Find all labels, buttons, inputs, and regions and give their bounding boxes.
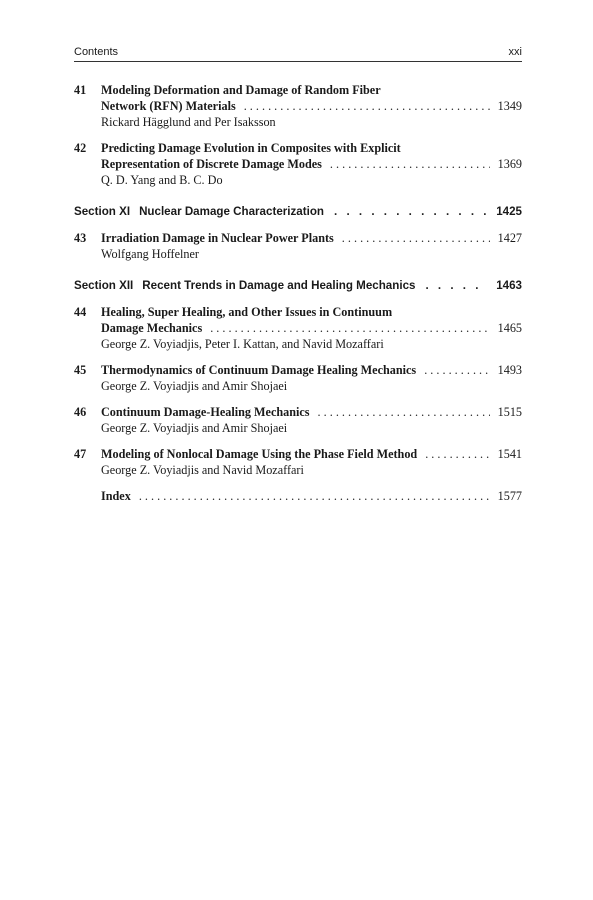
page-number: xxi [508, 46, 522, 58]
running-head-title: Contents [74, 46, 119, 58]
chapter-authors: Wolfgang Hoffelner [101, 247, 199, 261]
chapter-title: Modeling of Nonlocal Damage Using the Phase Field Method [101, 447, 418, 461]
section-label: Section XI [74, 205, 131, 218]
section-page: 1463 [496, 279, 522, 292]
toc-entry-46[interactable] [74, 404, 522, 436]
chapter-page: 1427 [497, 231, 522, 245]
index-title: Index [101, 489, 131, 503]
chapter-title-line-2: Representation of Discrete Damage Modes [101, 157, 322, 171]
running-head [74, 44, 522, 60]
toc-entry-44[interactable] [74, 304, 522, 352]
chapter-title-line-1: Predicting Damage Evolution in Composites with Explicit [101, 141, 401, 155]
toc-entry-42[interactable] [74, 140, 522, 188]
toc-entry-43[interactable] [74, 230, 522, 262]
chapter-number: 47 [74, 447, 87, 461]
chapter-authors: George Z. Voyiadjis and Navid Mozaffari [101, 463, 304, 477]
section-label: Section XII [74, 279, 134, 292]
toc-entry-index[interactable] [74, 488, 522, 504]
section-title: Recent Trends in Damage and Healing Mechanics [142, 279, 416, 292]
chapter-page: 1515 [497, 405, 522, 419]
dot-leader [310, 404, 490, 420]
dot-leader [202, 320, 489, 336]
chapter-number: 43 [74, 231, 87, 245]
chapter-authors: George Z. Voyiadjis, Peter I. Kattan, and Navid Mozaffari [101, 337, 384, 351]
chapter-number: 41 [74, 83, 87, 97]
toc-page [74, 44, 522, 504]
chapter-title-line-2: Damage Mechanics [101, 321, 203, 335]
dot-leader [415, 278, 488, 294]
chapter-authors: George Z. Voyiadjis and Amir Shojaei [101, 421, 288, 435]
chapter-number: 42 [74, 141, 87, 155]
dot-leader [236, 98, 490, 114]
toc-entry-41[interactable] [74, 82, 522, 130]
chapter-authors: George Z. Voyiadjis and Amir Shojaei [101, 379, 288, 393]
chapter-number: 44 [74, 305, 87, 319]
chapter-authors: Q. D. Yang and B. C. Do [101, 173, 223, 187]
index-page: 1577 [497, 489, 522, 503]
dot-leader [334, 230, 490, 246]
section-title: Nuclear Damage Characterization [139, 205, 324, 218]
dot-leader [416, 362, 489, 378]
chapter-page: 1369 [497, 157, 522, 171]
chapter-title: Continuum Damage-Healing Mechanics [101, 405, 310, 419]
toc-entry-45[interactable] [74, 362, 522, 394]
chapter-title-line-1: Modeling Deformation and Damage of Random Fiber [101, 83, 381, 97]
chapter-page: 1541 [497, 447, 522, 461]
toc-entry-47[interactable] [74, 446, 522, 478]
chapter-page: 1493 [497, 363, 522, 377]
chapter-page: 1465 [497, 321, 522, 335]
dot-leader [324, 204, 488, 220]
dot-leader [131, 488, 490, 504]
dot-leader [417, 446, 489, 462]
section-heading-xii[interactable] [74, 278, 522, 294]
chapter-number: 45 [74, 363, 87, 377]
chapter-title-line-1: Healing, Super Healing, and Other Issues in Continuum [101, 305, 393, 319]
chapter-number: 46 [74, 405, 87, 419]
chapter-authors: Rickard Hägglund and Per Isaksson [101, 115, 276, 129]
dot-leader [322, 156, 490, 172]
chapter-title-line-2: Network (RFN) Materials [101, 99, 236, 113]
section-heading-xi[interactable] [74, 204, 522, 220]
chapter-title: Irradiation Damage in Nuclear Power Plants [101, 231, 334, 245]
chapter-title: Thermodynamics of Continuum Damage Healing Mechanics [101, 363, 417, 377]
header-rule [74, 61, 522, 62]
section-page: 1425 [496, 205, 522, 218]
chapter-page: 1349 [497, 99, 522, 113]
